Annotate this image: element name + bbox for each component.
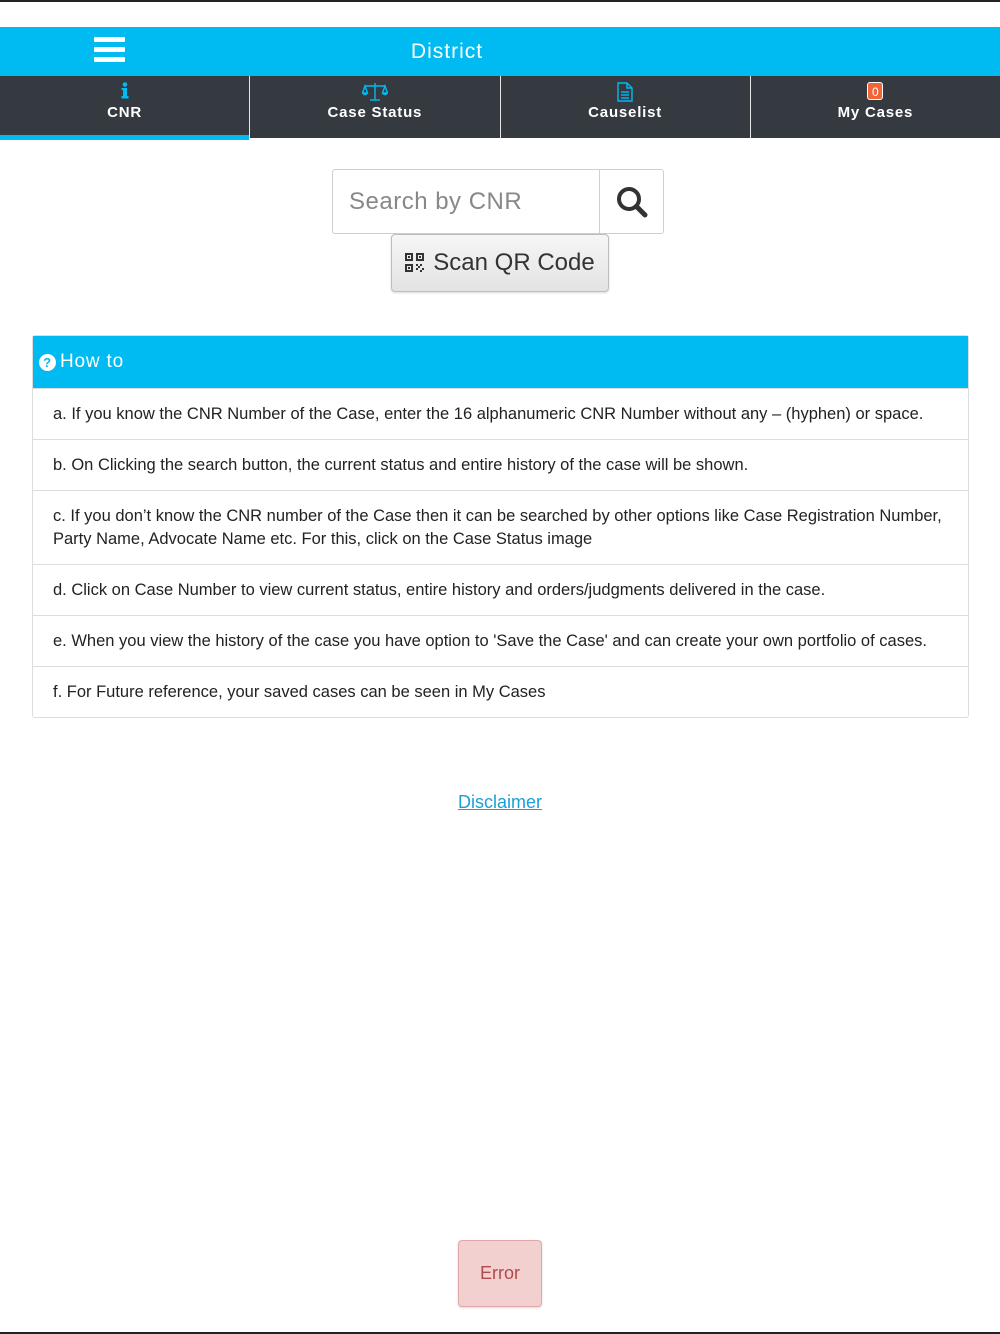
tab-label: Case Status [327, 104, 423, 121]
how-to-item: b. On Clicking the search button, the current status and entire history of the case will be shown. [33, 439, 968, 490]
how-to-title: How to [60, 351, 124, 372]
info-icon [0, 82, 249, 102]
tab-case-status[interactable] [250, 76, 500, 138]
scan-qr-label: Scan QR Code [433, 249, 595, 276]
how-to-item: d. Click on Case Number to view current status, entire history and orders/judgments delivered in the case. [33, 564, 968, 615]
how-to-item: f. For Future reference, your saved cases can be seen in My Cases [33, 666, 968, 717]
tab-label: My Cases [837, 104, 914, 121]
document-icon [501, 82, 750, 102]
tab-my-cases[interactable] [751, 76, 1000, 138]
page-title: District [410, 40, 484, 63]
scales-icon [250, 82, 499, 102]
tab-causelist[interactable] [501, 76, 751, 138]
how-to-panel [32, 335, 969, 718]
top-border [0, 0, 1000, 2]
tab-bar [0, 76, 1000, 138]
cnr-search-group [332, 169, 664, 234]
how-to-item: c. If you don’t know the CNR number of the Case then it can be searched by other options like Case Registration Number, Party Name, Advocate Name etc. For this, click on the Case Status image [33, 490, 968, 564]
how-to-item: e. When you view the history of the case you have option to 'Save the Case' and can create your own portfolio of cases. [33, 615, 968, 666]
app-header [0, 27, 1000, 76]
tab-label: CNR [107, 104, 143, 121]
how-to-header [33, 336, 968, 388]
cnr-search-input[interactable] [332, 169, 600, 234]
scan-qr-button[interactable] [391, 234, 609, 292]
error-button[interactable]: Error [458, 1240, 542, 1307]
qr-code-icon [405, 253, 425, 273]
search-icon [616, 186, 648, 218]
question-circle-icon: ? [39, 354, 56, 371]
my-cases-count-badge: 0 [867, 82, 883, 100]
tab-cnr[interactable] [0, 76, 250, 138]
badge-icon [751, 82, 1000, 102]
disclaimer-link[interactable]: Disclaimer [457, 792, 542, 812]
tab-label: Causelist [588, 104, 663, 121]
how-to-item: a. If you know the CNR Number of the Case, enter the 16 alphanumeric CNR Number without any – (hyphen) or space. [33, 388, 968, 439]
search-button[interactable] [599, 169, 664, 234]
